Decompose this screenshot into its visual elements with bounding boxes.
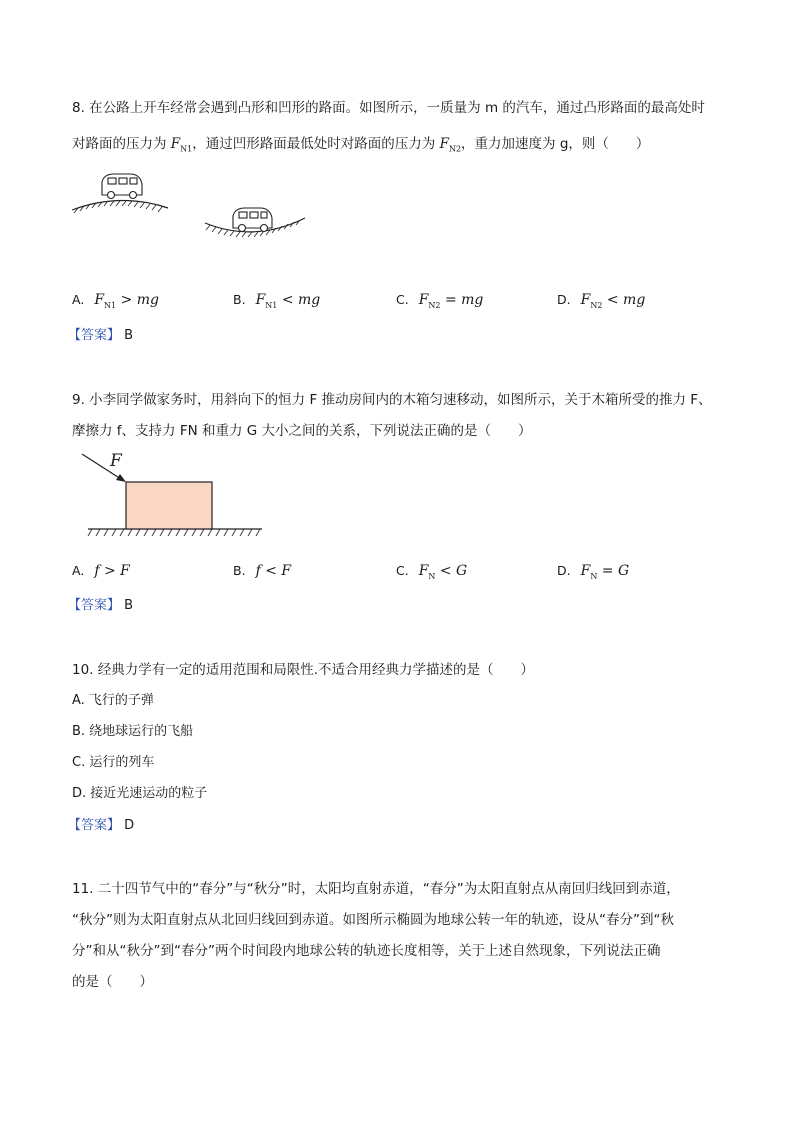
q11-stem-line2: “秋分”则为太阳直射点从北回归线回到赤道。如图所示椭圆为地球公转一年的轨迹，设从“春分”到“秋	[72, 912, 674, 928]
q9-stem-line2: 摩擦力 f、支持力 FN 和重力 G 大小之间的关系，下列说法正确的是（ ）	[72, 423, 532, 439]
q10-option-a[interactable]: A. 飞行的子弹	[72, 693, 154, 708]
q9-option-c[interactable]: C. $F_N < G$	[396, 563, 468, 581]
q8-car-top-icon	[102, 174, 142, 199]
q8-fn2-symbol: $F_{N2}$	[439, 136, 462, 154]
q11-stem-line1: 11. 二十四节气中的“春分”与“秋分”时，太阳均直射赤道，“春分”为太阳直射点从南回归线回到赤道，	[72, 881, 680, 897]
q8-option-a[interactable]: A. $F_{N1}$ > mg	[72, 292, 159, 310]
q9-option-d[interactable]: D. $F_N = G$	[557, 563, 630, 581]
q11-stem-line3: 分”和从“秋分”到“春分”两个时间段内地球公转的轨迹长度相等，关于上述自然现象，下列说法正确	[72, 943, 661, 959]
q9-wooden-box	[126, 482, 212, 529]
q10-option-b[interactable]: B. 绕地球运行的飞船	[72, 724, 194, 739]
q9-option-a[interactable]: A. f > F	[72, 563, 130, 579]
q8-option-b[interactable]: B. $F_{N1}$ < mg	[233, 292, 321, 310]
q8-fn1-symbol: $F_{N1}$	[170, 136, 193, 154]
q11-stem-line4: 的是（ ）	[72, 974, 153, 990]
q10-stem: 10. 经典力学有一定的适用范围和局限性.不适合用经典力学描述的是（ ）	[72, 662, 535, 678]
q10-answer: 【答案】 D	[68, 818, 135, 833]
q8-stem-line1: 8. 在公路上开车经常会遇到凸形和凹形的路面。如图所示，一质量为 m 的汽车，通过凸形路面的最高处时	[72, 100, 705, 116]
q9-box-figure	[80, 450, 270, 545]
q10-option-d[interactable]: D. 接近光速运动的粒子	[72, 786, 208, 801]
q9-stem-line1: 9. 小李同学做家务时，用斜向下的恒力 F 推动房间内的木箱匀速移动，如图所示，关于木箱所受的推力 F、	[72, 392, 712, 408]
q8-answer: 【答案】 B	[68, 328, 134, 343]
q9-option-b[interactable]: B. f < F	[233, 563, 292, 579]
q9-answer: 【答案】 B	[68, 598, 134, 613]
q8-stem-line2: 对路面的压力为 $F_{N1}$，通过凹形路面最低处时对路面的压力为 $F_{N2}$，重力加速度为 g，则（ ）	[72, 136, 650, 154]
q10-option-c[interactable]: C. 运行的列车	[72, 755, 155, 770]
q8-option-d[interactable]: D. $F_{N2}$ < mg	[557, 292, 646, 310]
q9-force-label: F	[110, 451, 122, 471]
q8-road-figure	[70, 168, 340, 243]
q8-option-c[interactable]: C. $F_{N2}$ = mg	[396, 292, 484, 310]
q8-car-bottom-icon	[233, 208, 272, 232]
